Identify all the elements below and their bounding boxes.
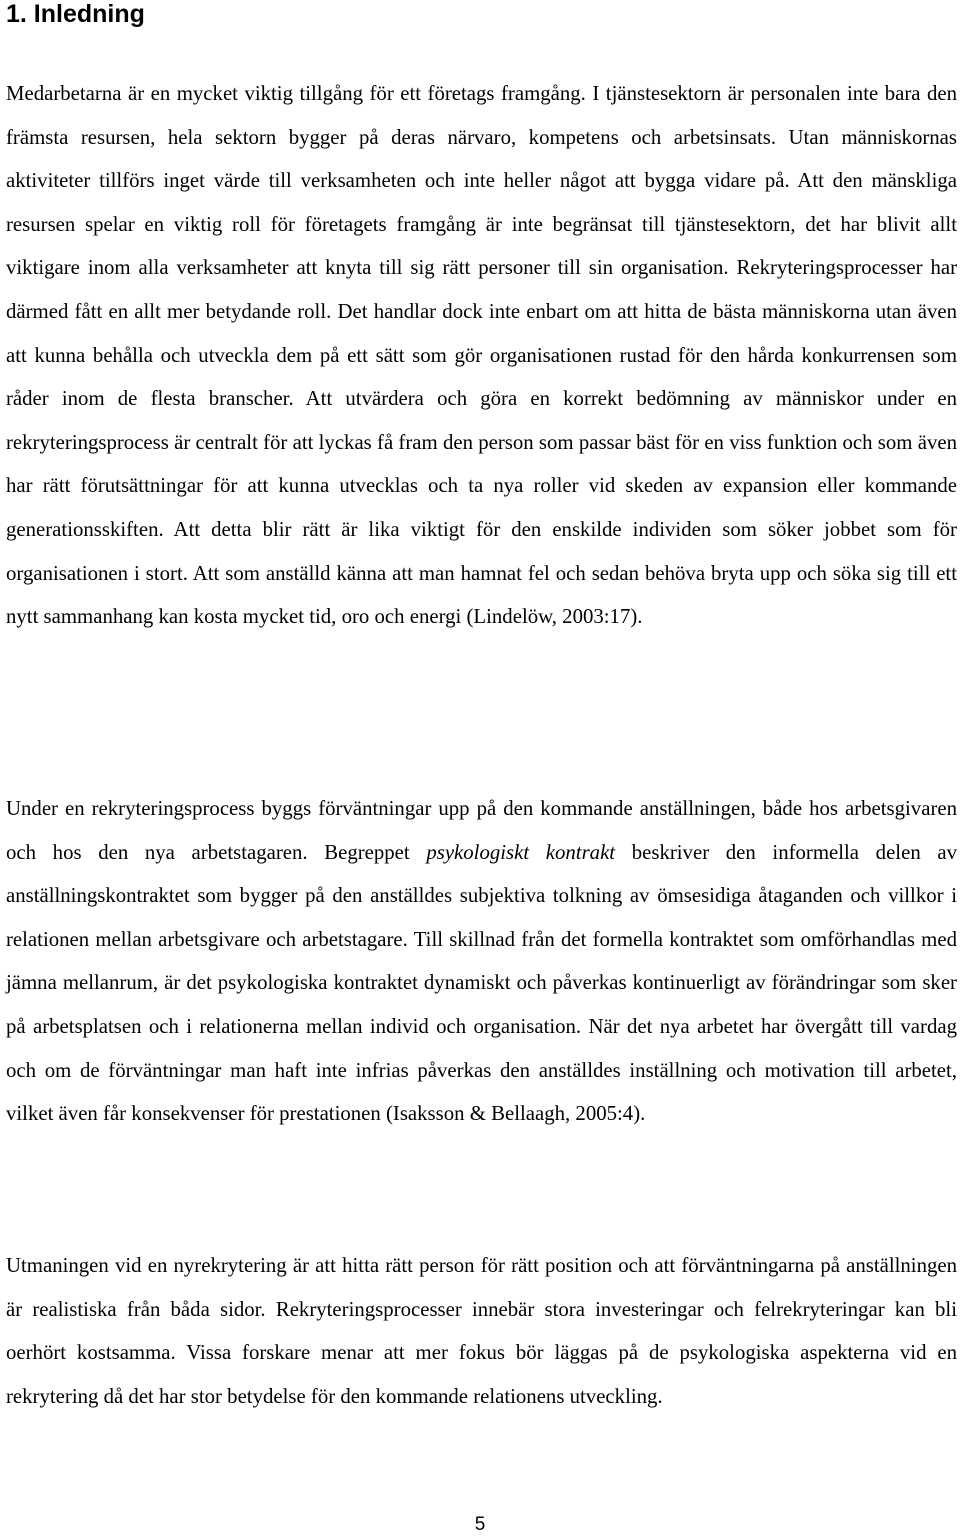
italic-term: psykologiskt kontrakt xyxy=(426,840,616,864)
paragraph-text-before-term: Under en rekryteringsprocess byggs förväntningar upp på den kommande anställningen, både hos arbetsgivaren och hos den nya arbetstagaren. Begreppet xyxy=(6,797,957,864)
paragraph-text-after-term: beskriver den informella delen av anställningskontraktet som bygger på den anställdes subjektiva tolkning av ömsesidiga åtaganden och villkor i relationen mellan arbetsgivare och arbetstagare. Till skillnad från det formella kontraktet som omförhandlas med jämna mellanrum, är det psykologiska kontraktet dynamiskt och påverkas kontinuerligt av förändringar som sker på arbetsplatsen och i relationerna mellan individ och organisation. När det nya arbetet har övergått till vardag och om de förväntningar man haft inte infrias påverkas den anställdes inställning och motivation till arbetet, vilket även får konsekvenser för prestationen (Isaksson & Bellaagh, 2005:4). xyxy=(6,840,957,1126)
paragraph-introduction: Medarbetarna är en mycket viktig tillgång för ett företags framgång. I tjänstesektorn är personalen inte bara den främsta resursen, hela sektorn bygger på deras närvaro, kompetens och arbetsinsats. Utan människornas aktiviteter tillförs inget värde till verksamheten och inte heller något att bygga vidare på. Att den mänskliga resursen spelar en viktig roll för företagets framgång är inte begränsat till tjänstesektorn, det har blivit allt viktigare inom alla verksamheter att knyta till sig rätt personer till sin organisation. Rekryteringsprocesser har därmed fått en allt mer betydande roll. Det handlar dock inte enbart om att hitta de bästa människorna utan även att kunna behålla och utveckla dem på ett sätt som gör organisationen rustad för den hårda konkurrensen som råder inom de flesta branscher. Att utvärdera och göra en korrekt bedömning av människor under en rekryteringsprocess är centralt för att lyckas få fram den person som passar bäst för en viss funktion och som även har rätt förutsättningar för att kunna utvecklas och ta nya roller vid skeden av expansion eller kommande generationsskiften. Att detta blir rätt är lika viktigt för den enskilde individen som söker jobbet som för organisationen i stort. Att som anställd känna att man hamnat fel och sedan behöva bryta upp och söka sig till ett nytt sammanhang kan kosta mycket tid, oro och energi (Lindelöw, 2003:17). xyxy=(6,82,957,629)
paragraph-psychological-contract xyxy=(6,787,957,1136)
paragraph-recruitment-challenge: Utmaningen vid en nyrekrytering är att hitta rätt person för rätt position och att förväntningarna på anställningen är realistiska från båda sidor. Rekryteringsprocesser innebär stora investeringar och felrekryteringar kan bli oerhört kostsamma. Vissa forskare menar att mer fokus bör läggas på de psykologiska aspekterna vid en rekrytering då det har stor betydelse för den kommande relationens utveckling. xyxy=(6,1254,957,1408)
page-number: 5 xyxy=(474,1514,486,1535)
section-heading: 1. Inledning xyxy=(6,0,145,28)
